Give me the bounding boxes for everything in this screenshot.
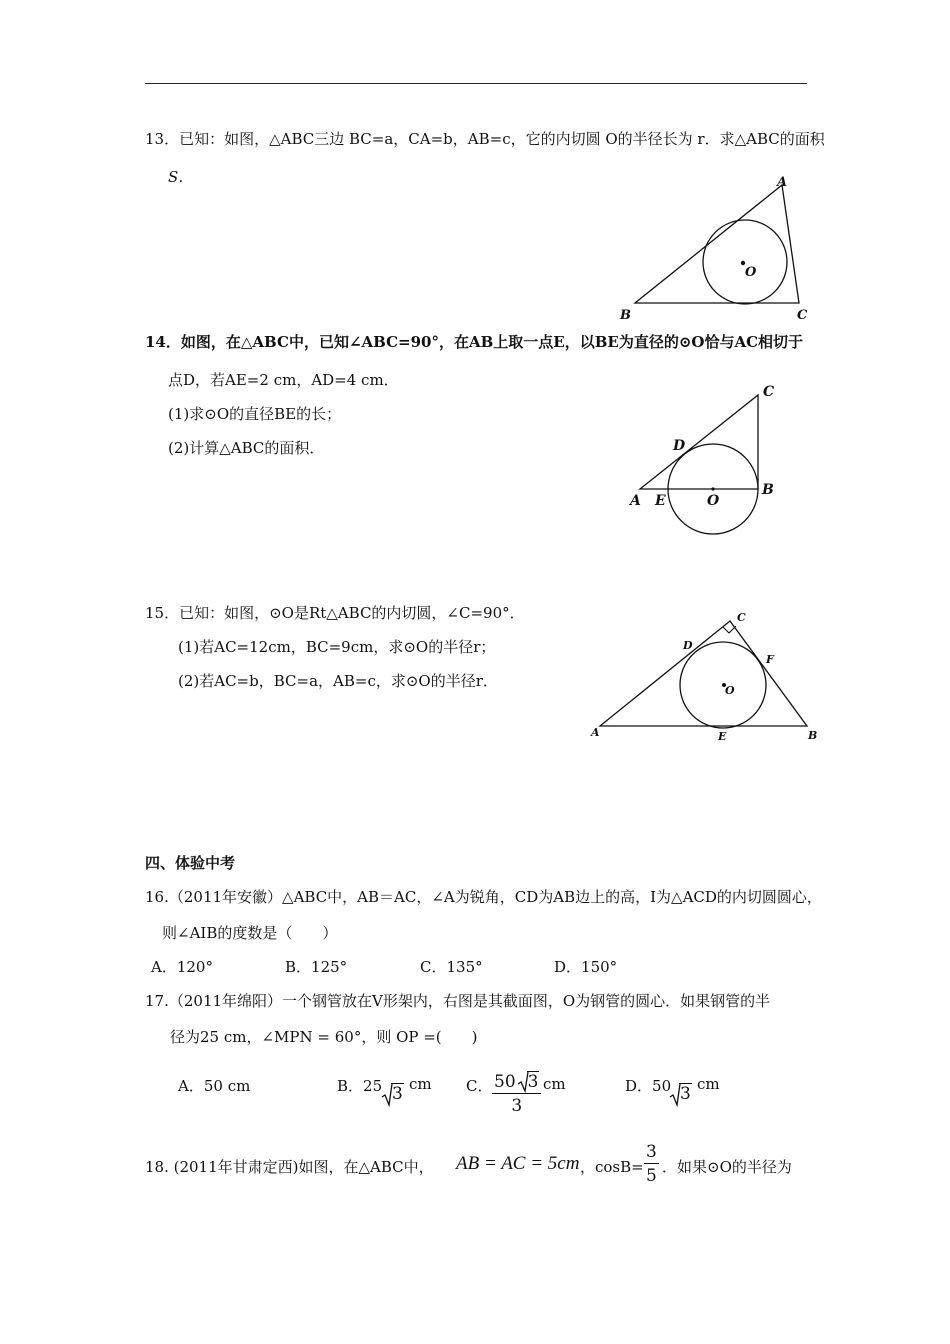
section-heading: 四、体验中考 <box>145 854 236 872</box>
q15-figure <box>585 606 825 746</box>
q14-line4: (2)计算△ABC的面积． <box>168 439 325 457</box>
q14-line1: 14．如图，在△ABC中，已知∠ABC=90°，在AB上取一点E，以BE为直径的⊙O恰与AC相切于 <box>145 333 804 351</box>
q17-option-c-fraction: 50 3 3 <box>492 1071 541 1116</box>
q16-line2: 则∠AIB的度数是（ ） <box>162 924 338 942</box>
q17-option-b-unit: cm <box>409 1075 432 1093</box>
q15-line1: 15．已知：如图，⊙O是Rt△ABC的内切圆，∠C=90°． <box>145 604 525 622</box>
q17-line1: 17.（2011年绵阳）一个钢管放在V形架内，右图是其截面图，O为钢管的圆心．如果钢管的半 <box>145 992 771 1010</box>
q14-label-o: O <box>707 493 720 509</box>
q15-label-o: O <box>725 684 735 697</box>
q13-label-c: C <box>797 308 808 323</box>
q18-fraction: $\frac{3}{5}$ <box>646 1142 657 1186</box>
q15-label-c: C <box>737 611 746 624</box>
q13-label-b: B <box>620 308 631 323</box>
q13-label-a: A <box>777 175 788 190</box>
q17-option-b: B．25 <box>337 1077 383 1095</box>
q14-figure <box>625 378 785 538</box>
q15-label-b: B <box>808 729 818 742</box>
q17-option-c-unit: cm <box>543 1075 566 1093</box>
q14-label-a: A <box>630 493 641 509</box>
q16-line1: 16.（2011年安徽）△ABC中，AB＝AC，∠A为锐角，CD为AB边上的高，I为△ACD的内切圆圆心， <box>145 888 822 906</box>
q16-option-a: A．120° <box>151 958 213 976</box>
q15-label-d: D <box>683 639 693 652</box>
q13-line1: 13．已知：如图，△ABC三边 BC=a，CA=b，AB=c，它的内切圆 O的半径长为 r．求△ABC的面积 <box>145 130 825 148</box>
q17-option-d-sqrt: 3 <box>669 1083 692 1104</box>
q17-option-d-unit: cm <box>697 1075 720 1093</box>
q15-line2: (1)若AC=12cm，BC=9cm，求⊙O的半径r； <box>178 638 496 656</box>
q13-figure <box>615 172 815 324</box>
q18-prefix: 18. (2011年甘肃定西)如图，在△ABC中， <box>145 1158 434 1176</box>
q14-label-d: D <box>673 438 686 454</box>
q17-option-d: D．50 <box>625 1077 672 1095</box>
q13-line2: S． <box>168 168 194 186</box>
q17-option-c: C． <box>466 1077 493 1095</box>
q14-label-b: B <box>762 482 774 498</box>
q14-label-c: C <box>763 384 775 400</box>
q18-cos-label: ，cosB= <box>580 1158 644 1176</box>
q15-line3: (2)若AC=b，BC=a，AB=c，求⊙O的半径r． <box>178 672 498 690</box>
q16-option-d: D．150° <box>554 958 618 976</box>
q13-label-o: O <box>745 265 757 280</box>
q17-option-a: A．50 cm <box>178 1077 251 1095</box>
q14-label-e: E <box>655 493 666 509</box>
q18-equation: AB = AC = 5cm <box>456 1153 580 1174</box>
q16-option-b: B．125° <box>285 958 348 976</box>
q14-line2: 点D，若AE=2 cm，AD=4 cm． <box>168 371 399 389</box>
q15-label-a: A <box>591 726 600 739</box>
q14-line3: (1)求⊙O的直径BE的长； <box>168 405 342 423</box>
q17-line2: 径为25 cm，∠MPN = 60°，则 OP =( ) <box>170 1028 478 1046</box>
q17-option-b-sqrt: 3 <box>381 1083 404 1104</box>
q16-option-c: C．135° <box>420 958 483 976</box>
q15-label-e: E <box>718 730 727 743</box>
header-rule <box>145 83 807 84</box>
q15-label-f: F <box>766 653 774 666</box>
q18-suffix: ．如果⊙O的半径为 <box>662 1158 792 1176</box>
